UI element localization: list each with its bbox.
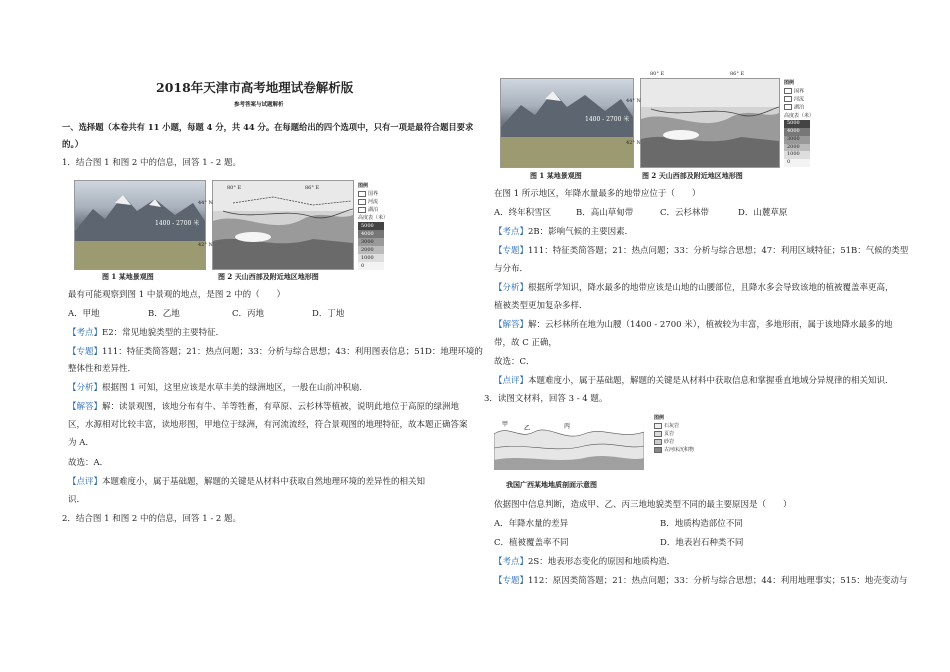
q2-fenxi-cont: 植被类型更加复杂多样． — [494, 301, 588, 311]
q3-zhuanti: 【专题】112：原因类简答题；21：热点问题；33：分析与综合思想；44：利用地理事实；515：地壳变动与 — [494, 576, 908, 586]
high-mountain-area — [641, 137, 779, 167]
grassland — [75, 241, 205, 269]
q1-jieda-cont: 区，水源相对比较丰富，读地形图，甲地位于绿洲，有河流流经，符合景观图的地理特征，故本题正确答案 — [68, 420, 468, 430]
elev-value: 3000 — [358, 238, 384, 246]
q2-stem: 2．结合图 1 和图 2 中的信息，回答 1 - 2 题。 — [62, 514, 242, 524]
q1-fenxi: 【分析】根据图 1 可知，这里应该是水草丰美的绿洲地区，一般在山前冲积扇． — [68, 383, 368, 393]
mountain-shape — [501, 91, 633, 137]
legend-item-border: 国界 — [784, 88, 814, 96]
fig2-caption-2: 图 2 天山西部及附近地区地形图 — [642, 171, 743, 180]
q2-answer: 故选：C． — [494, 357, 535, 367]
q1-dianping-cont: 识． — [68, 495, 86, 505]
elevation-label: 1400 - 2700 米 — [155, 220, 200, 227]
q2-jieda-cont: 带，故 C 正确， — [494, 338, 557, 348]
q1-answer: 故选：A． — [68, 458, 109, 468]
fig2-caption: 图 2 天山西部及附近地区地形图 — [218, 272, 319, 281]
geology-section — [494, 414, 644, 470]
geology-legend — [654, 414, 694, 454]
river-swatch — [358, 199, 366, 205]
lake-shape — [235, 232, 271, 242]
elev-value: 2000 — [358, 246, 384, 254]
q1-option-a: A．甲地 — [68, 309, 100, 319]
q2-fenxi: 【分析】根据所学知识，降水最多的地带应该是山地的山腰部位，且降水多会导致该地的植被覆盖率更高， — [494, 283, 894, 293]
q2-zhuanti: 【专题】111：特征类简答题；21：热点问题；33：分析与综合思想；47：利用区域特征；51B：气候的类型 — [494, 246, 909, 256]
elev-value: 5000 — [784, 120, 810, 128]
q2-jieda: 【解答】解：云杉林所在地为山腰（1400 - 2700 米），植被较为丰富，多地形雨，属于该地降水最多的地 — [494, 320, 893, 330]
q2-option-d: D．山麓草原 — [738, 208, 788, 218]
legend-riverbed: 古河床沉积物 — [654, 446, 694, 454]
place-yi: 乙 — [524, 425, 531, 432]
elev-value: 0 — [784, 159, 810, 167]
section-heading-cont: 的。） — [62, 140, 84, 150]
q2-option-b: B．高山草甸带 — [576, 208, 634, 218]
map-lat2: 42° N — [198, 242, 213, 248]
elev-value: 3000 — [784, 136, 810, 144]
grassland — [501, 137, 633, 167]
q2-kaodian: 【考点】2B：影响气候的主要因素． — [494, 227, 634, 237]
legend-title: 图例 — [784, 80, 795, 86]
lake-shape — [663, 130, 699, 140]
legend-item-lake: 湖泊 — [358, 206, 388, 214]
fig1-caption: 图 1 某地景观图 — [102, 272, 154, 281]
q1-kaodian: 【考点】E2：常见地貌类型的主要特征． — [68, 328, 225, 338]
map-legend — [358, 182, 388, 270]
map2-lon1: 80° E — [650, 71, 665, 77]
q1-dianping: 【点评】本题难度小，属于基础题，解题的关键是从材料中获取自然地理环境的差异性的相关知 — [68, 477, 426, 487]
map2-lon2: 86° E — [730, 71, 745, 77]
section-heading: 一、选择题（本卷共有 11 小题，每题 4 分，共 44 分。在每题给出的四个选项中，只有一项是最符合题目要求 — [62, 122, 474, 132]
legend-shale: 页岩 — [654, 430, 694, 438]
fig1-caption-2: 图 1 某地景观图 — [530, 171, 582, 180]
q1-stem: 1．结合图 1 和图 2 中的信息，回答 1 - 2 题。 — [62, 158, 242, 168]
legend-item-lake: 湖泊 — [784, 104, 814, 112]
map2-legend — [784, 80, 814, 167]
landscape-photo — [74, 180, 206, 270]
legend-sandstone: 砂岩 — [654, 438, 694, 446]
q3-option-c: C．植被覆盖率不同 — [494, 538, 569, 548]
elev-value: 4000 — [358, 230, 384, 238]
elev-value: 1000 — [784, 151, 810, 159]
q1-zhuanti: 【专题】111：特征类简答题；21：热点问题；33：分析与综合思想；43：利用图表信息；51D：地理环境的 — [68, 347, 483, 357]
terrain-map-drawing — [213, 181, 353, 269]
elev-value: 0 — [358, 262, 384, 270]
mountain-shape — [75, 195, 205, 241]
map2-lat2: 42° N — [626, 140, 641, 146]
q1-option-b: B．乙地 — [148, 309, 180, 319]
landscape-photo-2-drawing — [501, 79, 633, 167]
map-lon1: 80° E — [227, 185, 242, 191]
q3-kaodian: 【考点】2S：地表形态变化的原因和地质构造． — [494, 557, 676, 567]
border-swatch — [358, 191, 366, 197]
q3-option-a: A．年降水量的差异 — [494, 519, 569, 529]
geology-caption: 我国广西某地地质剖面示意图 — [506, 480, 597, 489]
terrain-map — [212, 180, 354, 270]
landscape-photo-2 — [500, 78, 634, 168]
q2-question: 在图 1 所示地区，年降水量最多的地带应位于（ ） — [494, 189, 701, 199]
geology-section-drawing — [494, 414, 644, 470]
q1-option-c: C．丙地 — [232, 309, 265, 319]
q2-option-c: C．云杉林带 — [660, 208, 710, 218]
elev-title: 高度表（米） — [784, 112, 815, 119]
elev-value: 2000 — [784, 144, 810, 152]
high-mountain-area — [213, 239, 353, 269]
legend-limestone: 石灰岩 — [654, 422, 694, 430]
q2-zhuanti-cont: 与分布． — [494, 264, 529, 274]
q1-option-d: D．丁地 — [312, 309, 345, 319]
legend-item-river: 河流 — [784, 96, 814, 104]
elev-value: 4000 — [784, 128, 810, 136]
terrain-map-2-drawing — [641, 79, 779, 167]
legend-item-border: 国界 — [358, 190, 388, 198]
q1-jieda: 【解答】解：读景观图，该地分布有牛、羊等牲畜，有草原、云杉林等植被，说明此地位于高原的绿洲地 — [68, 402, 460, 412]
q3-question: 依据图中信息判断，造成甲、乙、丙三地地貌类型不同的最主要原因是（ ） — [494, 500, 792, 510]
legend-title: 图例 — [654, 415, 665, 421]
q1-zhuanti-cont: 整体性和差异性． — [68, 364, 137, 374]
q1-jieda-cont2: 为 A． — [68, 438, 94, 448]
elev-title: 高度表（米） — [358, 215, 389, 221]
q2-option-a: A．终年积雪区 — [494, 208, 552, 218]
map-lon2: 86° E — [305, 185, 320, 191]
place-bing: 丙 — [564, 423, 571, 430]
page-subtitle: 参考答案与试题解析 — [234, 102, 284, 108]
place-jia: 甲 — [502, 421, 509, 428]
q2-dianping: 【点评】本题难度小，属于基础题，解题的关键是从材料中获取信息和掌握垂直地域分异规律的相关知识． — [494, 376, 894, 386]
landscape-photo-drawing — [75, 181, 205, 269]
lake-swatch — [358, 207, 366, 213]
q3-option-b: B．地质构造部位不同 — [660, 519, 743, 529]
legend-title: 图例 — [358, 183, 369, 189]
elevation-label-2: 1400 - 2700 米 — [585, 116, 630, 123]
elev-value: 5000 — [358, 222, 384, 230]
legend-item-river: 河流 — [358, 198, 388, 206]
q3-option-d: D．地表岩石种类不同 — [660, 538, 744, 548]
page-title: 2018年天津市高考地理试卷解析版 — [156, 80, 354, 95]
elev-value: 1000 — [358, 254, 384, 262]
map-lat1: 44° N — [198, 200, 213, 206]
q1-question: 最有可能观察到图 1 中景观的地点，是图 2 中的（ ） — [68, 290, 286, 300]
q3-stem: 3．读图文材料，回答 3 - 4 题。 — [484, 394, 608, 404]
terrain-map-2 — [640, 78, 780, 168]
map2-lat1: 44° N — [626, 98, 641, 104]
